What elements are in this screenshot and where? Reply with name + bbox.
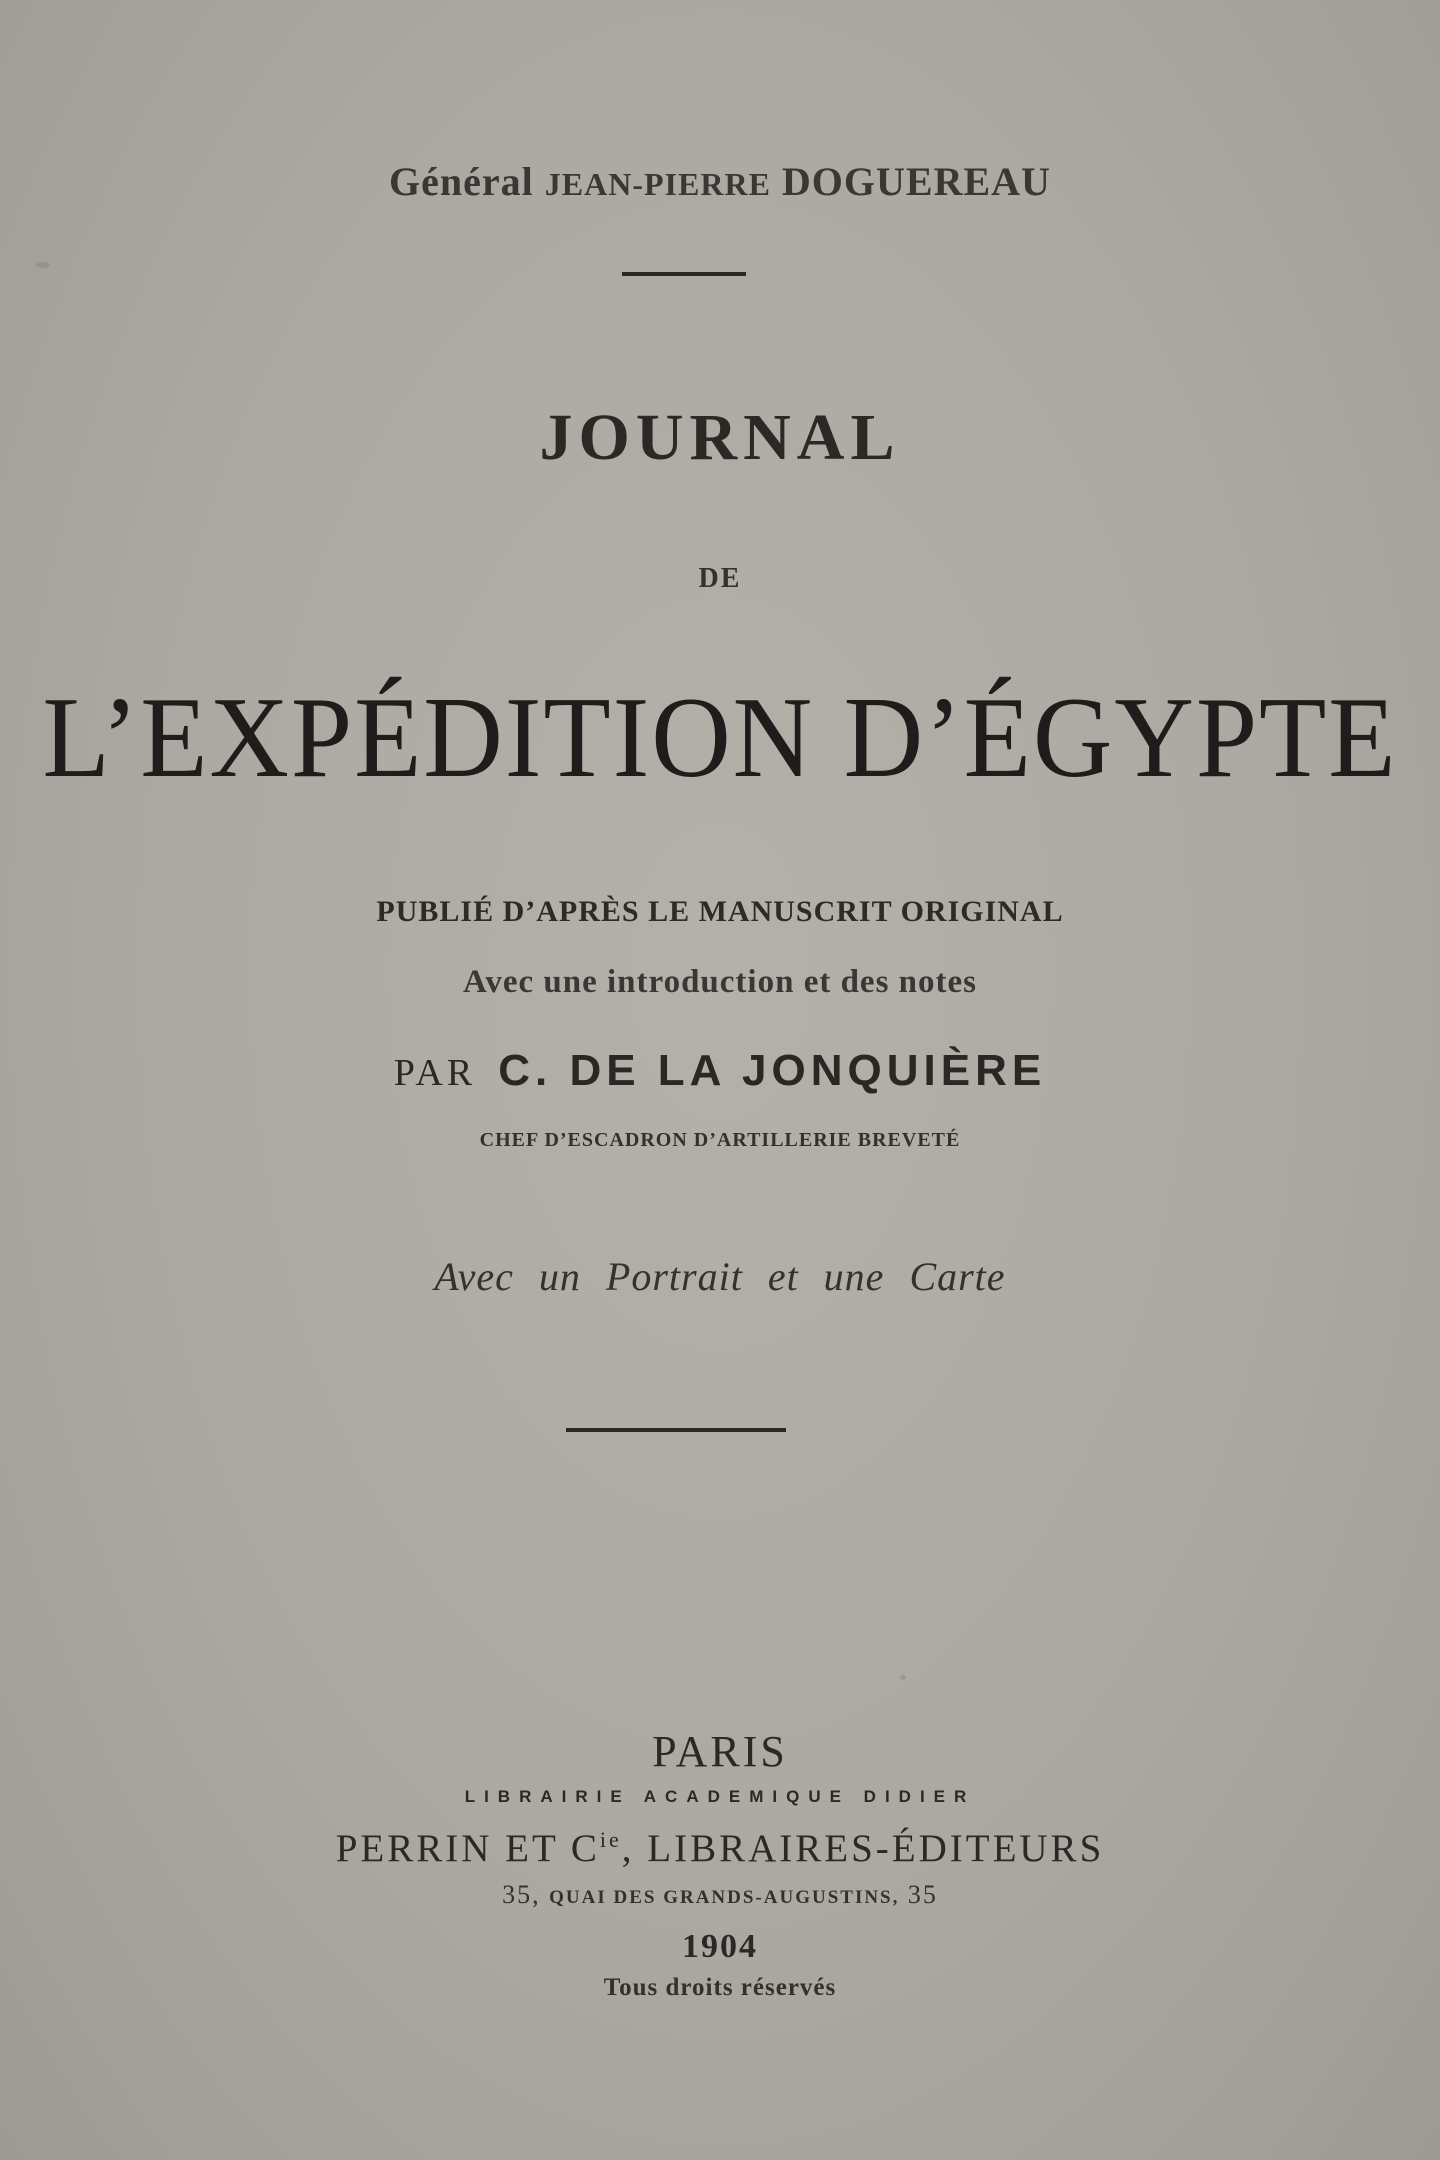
editor-line [0,1046,1440,1096]
par-label: PAR [393,1052,477,1094]
imprint-city: PARIS [652,1727,788,1776]
author-surname: DOGUEREAU [781,159,1051,204]
imprint-publisher [0,1826,1440,1871]
publisher-name: PERRIN ET C [335,1827,600,1870]
publisher-superscript: ie [599,1827,622,1852]
address-street: QUAI DES GRANDS-AUGUSTINS, [549,1887,900,1908]
editor-rank: CHEF D’ESCADRON D’ARTILLERIE BREVETÉ [479,1129,961,1151]
publisher-role: , LIBRAIRES-ÉDITEURS [621,1827,1105,1870]
de-line: DE [698,563,742,594]
address-number-start: 35, [502,1880,541,1909]
rights-notice: Tous droits réservés [603,1974,837,2001]
bottom-rule [566,1428,786,1432]
top-rule [622,272,746,276]
imprint-librairie: LIBRAIRIE ACADEMIQUE DIDIER [464,1787,976,1806]
publication-note: PUBLIÉ D’APRÈS LE MANUSCRIT ORIGINAL [376,895,1064,928]
editor-name: C. DE LA JONQUIÈRE [498,1046,1047,1095]
illustrations-note: Avec un Portrait et une Carte [434,1254,1006,1299]
imprint-address [0,1880,1440,1910]
author-line [0,158,1440,205]
journal-heading: JOURNAL [539,401,901,474]
publication-year: 1904 [682,1928,758,1965]
paper-spot [36,262,50,268]
address-number-end: 35 [907,1880,938,1909]
author-name: JEAN-PIERRE [544,166,771,202]
main-title: L’EXPÉDITION D’ÉGYPTE [42,674,1398,802]
paper-spot [900,1675,906,1680]
introduction-note: Avec une introduction et des notes [462,964,977,1000]
author-prefix: Général [389,159,534,204]
